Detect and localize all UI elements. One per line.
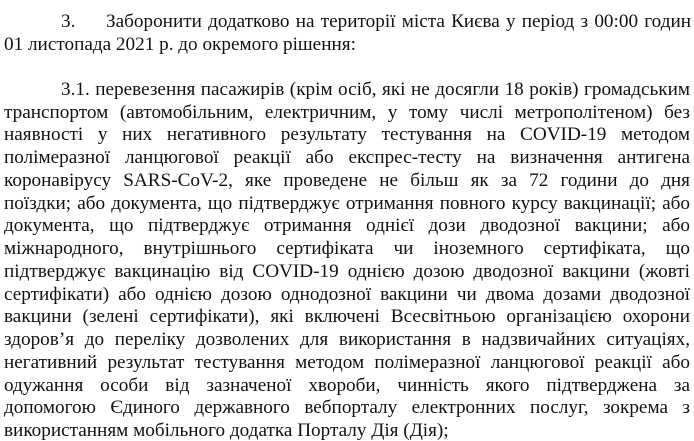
- item3-1-line-2: транспортом (автомобільним, електричним, у тому числі метрополітеном) без: [4, 102, 690, 123]
- item3-1-line-16: використанням мобільного додатка Порталу Дія (Дія);: [4, 420, 449, 441]
- item3-1-line-4: полімеразної ланцюгової реакції або експрес-тесту на визначення антигена: [4, 147, 690, 168]
- item3-line-2: 01 листопада 2021 р. до окремого рішення:: [4, 34, 356, 55]
- item3-1-line-7: документа, що підтверджує отримання однієї дози дводозної вакцини; або: [4, 215, 690, 236]
- item3-1-line-12: здоров’я до переліку дозволених для використання в надзвичайних ситуаціях,: [4, 329, 690, 350]
- item3-1-line-11: вакцини (зелені сертифікати), які включені Всесвітньою організацією охорони: [4, 306, 690, 327]
- item3-1-line-6: поїздки; або документа, що підтверджує отримання повного курсу вакцинації; або: [4, 193, 690, 214]
- item3-1-line-15: допомогою Єдиного державного вебпорталу електронних послуг, зокрема з: [4, 397, 690, 418]
- item3-1-line-13: негативний результат тестування методом полімеразної ланцюгової реакції або: [4, 352, 690, 373]
- item3-1-line-3: наявності у них негативного результату тестування на COVID-19 методом: [4, 124, 690, 145]
- item3-1-line-9: підтверджує вакцинацію від COVID-19 однією дозою дводозної вакцини (жовті: [4, 261, 690, 282]
- item3-1-line-1: 3.1. перевезення пасажирів (крім осіб, які не досягли 18 років) громадським: [61, 79, 690, 100]
- item3-1-line-8: міжнародного, внутрішнього сертифіката чи іноземного сертифіката, що: [4, 238, 690, 259]
- item3-1-line-14: одужання особи від зазначеної хвороби, чинність якого підтверджена за: [4, 375, 690, 396]
- item3-text: Заборонити додатково на території міста Києва у період з 00:00 годин: [106, 11, 691, 32]
- item3-1-line-5: коронавірусу SARS-CoV-2, яке проведене не більш як за 72 години до дня: [4, 170, 690, 191]
- item3-number: 3.: [61, 11, 76, 32]
- item3-1-line-10: сертифікати) або однією дозою однодозної вакцини чи двома дозами дводозної: [4, 284, 690, 305]
